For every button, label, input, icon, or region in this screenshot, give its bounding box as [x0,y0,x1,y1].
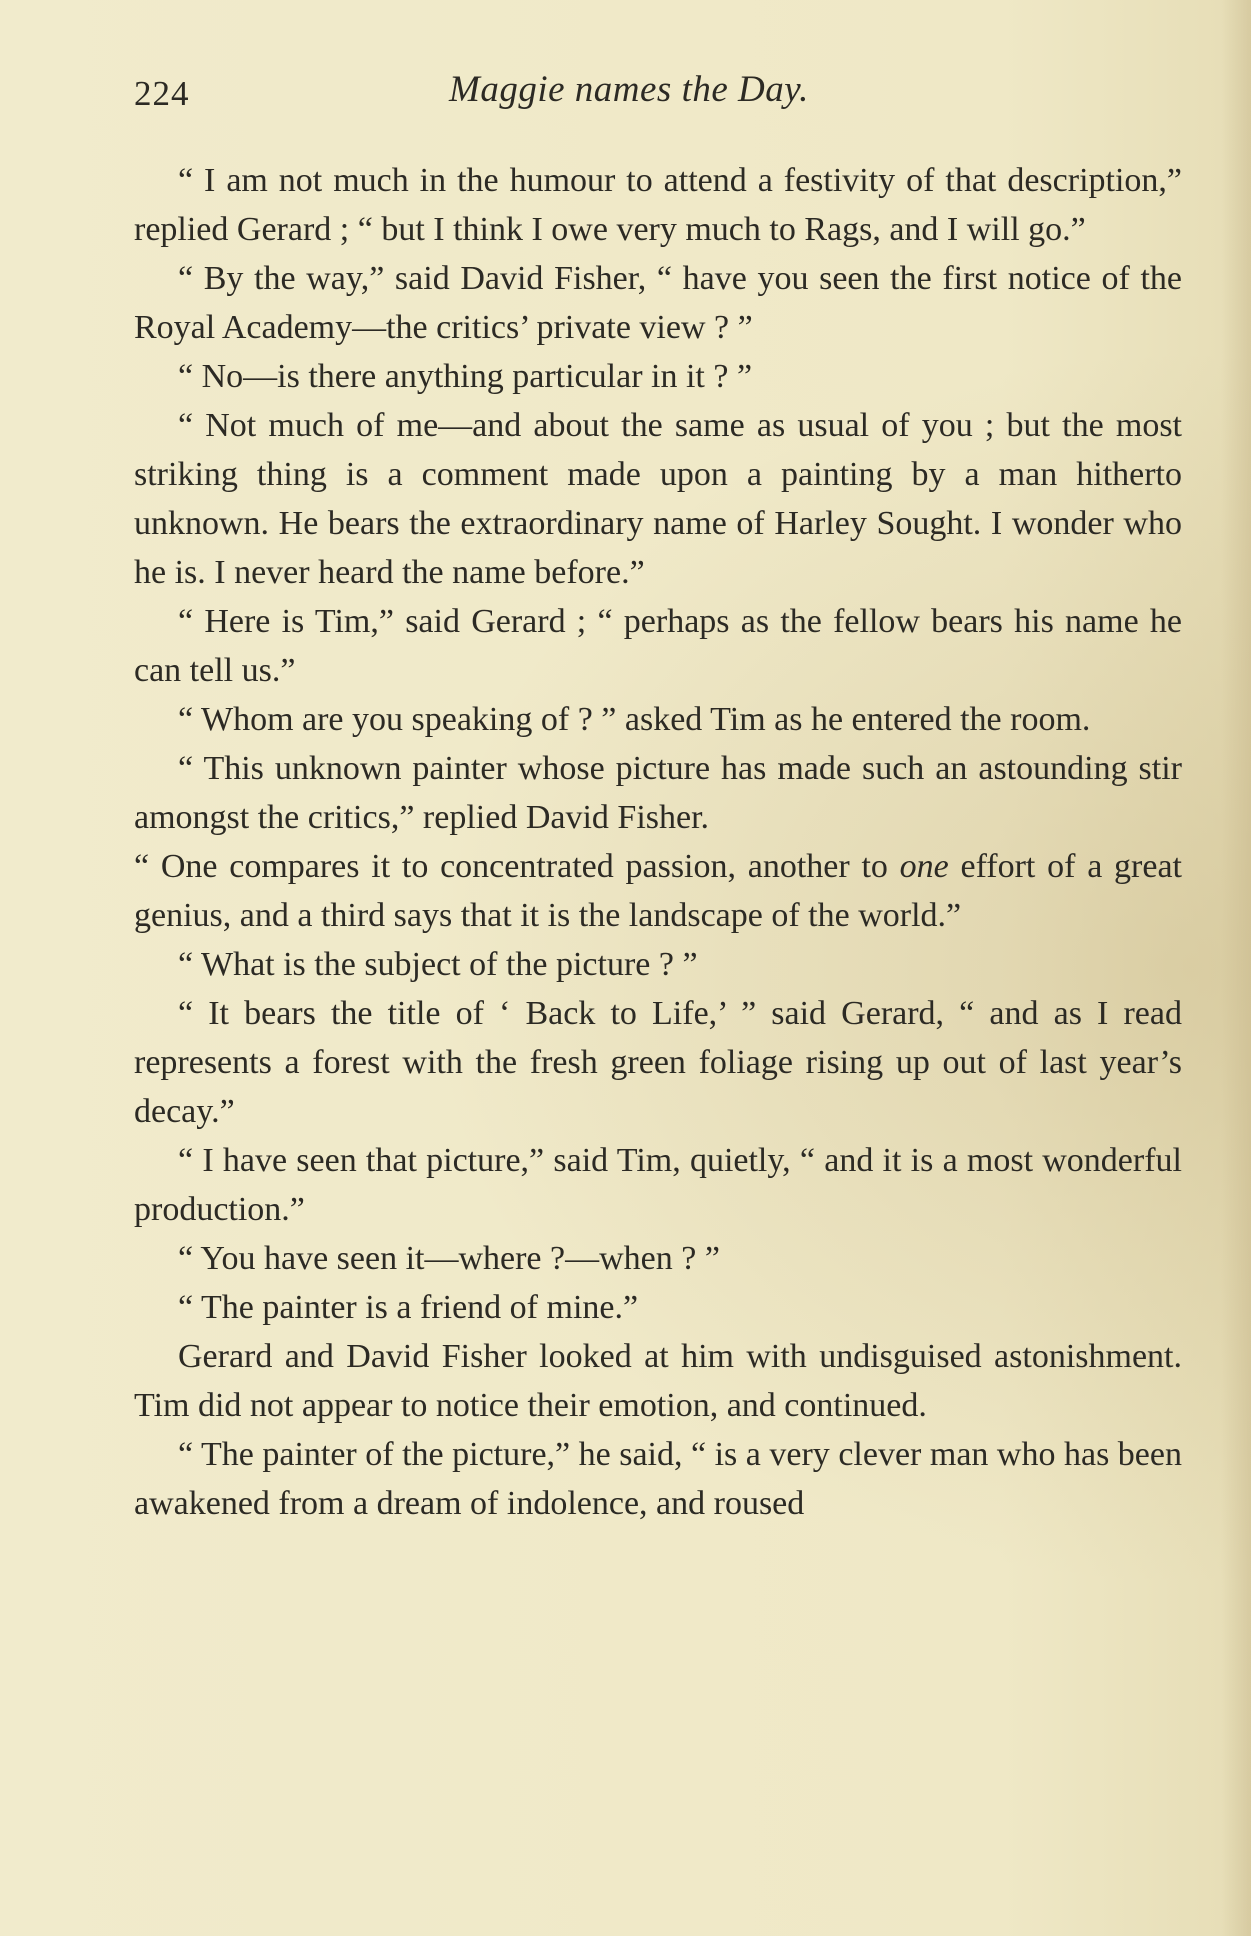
page-header [134,68,1184,118]
paragraph: “ By the way,” said David Fisher, “ have you seen the first notice of the Royal Academy—the critics’ private view ? ” [134,260,1182,346]
page-edge-shadow [1221,0,1251,1936]
critic-quote-end: effort of a great genius, and a third says that it is the landscape of the world.” [134,848,1182,934]
paragraph: “ This unknown painter whose picture has made such an astounding stir amongst the critics,” replied David Fisher. [134,750,1182,836]
paragraph: Gerard and David Fisher looked at him with undisguised astonishment. Tim did not appear to notice their emotion, and continued. [134,1338,1182,1424]
paragraph: “ What is the subject of the picture ? ” [178,946,698,983]
paragraph: “ The painter is a friend of mine.” [178,1289,639,1326]
emphasized-word: one [899,848,949,885]
page-number: 224 [134,74,190,113]
body-text [134,156,1182,1528]
paragraph: “ Whom are you speaking of ? ” asked Tim as he entered the room. [178,701,1091,738]
paragraph: “ No—is there anything particular in it ? ” [178,358,753,395]
paragraph: “ Here is Tim,” said Gerard ; “ perhaps as the fellow bears his name he can tell us.” [134,603,1182,689]
critic-quote-paragraph [134,842,1182,940]
running-title: Maggie names the Day. [449,69,809,110]
critic-quote-start: “ One compares it to concentrated passion, another to [134,848,900,885]
paragraph: “ Not much of me—and about the same as usual of you ; but the most striking thing is a comment made upon a painting by a man hitherto unknown. He bears the extraordinary name of Harley Sought. I wonder who he is. I never heard the name before.” [134,407,1182,591]
paragraph: “ I am not much in the humour to attend a festivity of that description,” replied Gerard ; “ but I think I owe very much to Rags, and I will go.” [134,162,1182,248]
paragraph: “ You have seen it—where ?—when ? ” [178,1240,720,1277]
paragraph: “ The painter of the picture,” he said, “ is a very clever man who has been awakened from a dream of indolence, and roused [134,1436,1182,1522]
paragraph: “ It bears the title of ‘ Back to Life,’ ” said Gerard, “ and as I read represents a forest with the fresh green foliage rising up out of last year’s decay.” [134,995,1182,1130]
paragraph: “ I have seen that picture,” said Tim, quietly, “ and it is a most wonderful production.” [134,1142,1182,1228]
